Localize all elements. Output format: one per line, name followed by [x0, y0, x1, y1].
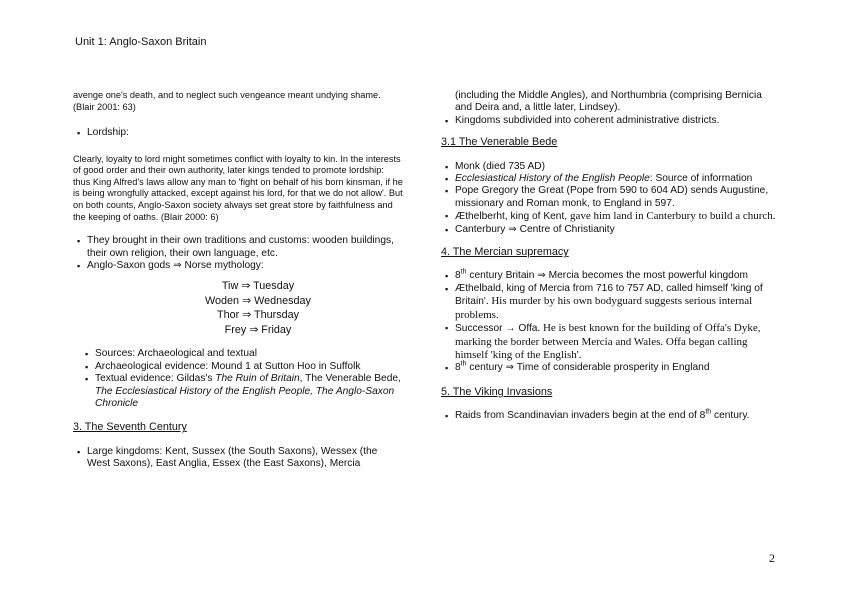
left-column — [73, 90, 403, 471]
offa-serif: . He is best known for the building of Offa's Dyke, marking the border between Mercia and Wales. Offa began calling himself 'king of the English'. — [455, 322, 761, 361]
aethelbald-serif: . His murder by his own bodyguard suggests serious internal problems. — [455, 295, 753, 321]
list-item-gregory: ▪ Pope Gregory the Great (Pope from 590 to 604 AD) sends Augustine, missionary and Roman monk, to England in 597. — [441, 185, 781, 210]
aethelbald-sans: Æthelbald, king of Mercia from 716 to 757 AD, called himself 'king of Britain' — [455, 282, 763, 308]
list-item-aethelberht — [441, 210, 781, 223]
section-heading-viking: 5. The Viking Invasions — [441, 385, 553, 398]
prosperity-rest: century ⇒ Time of considerable prosperity in England — [466, 362, 710, 374]
lordship-list — [73, 127, 403, 139]
mercian-list — [441, 270, 781, 374]
god-thor: Thor ⇒ Thursday — [216, 309, 300, 322]
section-heading-bede: 3.1 The Venerable Bede — [441, 136, 558, 149]
ecclesiastical-rest: : Source of information — [649, 173, 753, 185]
customs-list — [73, 235, 403, 272]
sources-list — [73, 348, 403, 410]
aethelberht-sans: Æthelberht, king of Kent, — [455, 211, 570, 223]
subdivision-list — [441, 115, 781, 127]
weekday-gods — [73, 279, 443, 337]
list-item-8th-century — [441, 270, 781, 282]
offa-sans: Successor → Offa — [455, 323, 538, 335]
list-item-subdivided: ▪ Kingdoms subdivided into coherent administrative districts. — [441, 115, 781, 127]
kingdoms-list — [73, 446, 403, 471]
list-item-canterbury: ▪ Canterbury ⇒ Centre of Christianity — [441, 224, 781, 236]
raids-end: century. — [711, 410, 750, 422]
textual-prefix: Textual evidence: Gildas's — [95, 373, 216, 385]
right-column — [441, 90, 781, 423]
raids-text: Raids from Scandinavian invaders begin at the end of 8 — [455, 410, 706, 422]
bede-list — [441, 161, 781, 236]
list-item-textual — [81, 373, 403, 410]
page-number: 2 — [769, 551, 775, 565]
god-tiw: Tiw ⇒ Tuesday — [221, 280, 295, 293]
quote-blair-2000: Clearly, loyalty to lord might sometimes conflict with loyalty to kin. In the interests of good order and their own authority, later kings tended to promote lordship: thus King Alfred's laws allow any man to 'fight on behalf of his born kinsman, if he is being wrongfully attacked, except against his lord, for that we do not allow'. But on both counts, Anglo-Saxon society always set great store by faithfulness and the keeping of oaths. (Blair 2000: 6) — [73, 153, 403, 222]
raids-suffix: th — [705, 408, 712, 416]
list-item-ecclesiastical — [441, 173, 781, 185]
list-item-traditions: ▪ They brought in their own traditions and customs: wooden buildings, their own religion, their own language, etc. — [73, 235, 403, 260]
prosperity-suffix: th — [460, 360, 467, 368]
prosperity-number: 8 — [455, 362, 461, 374]
list-item-raids — [441, 410, 781, 422]
ruin-of-britain-title: The Ruin of Britain — [215, 373, 300, 385]
list-item-sources: ▪ Sources: Archaeological and textual — [81, 348, 403, 360]
list-item-offa — [441, 322, 781, 362]
list-item-lordship: ▪ Lordship: — [73, 127, 403, 139]
god-frey: Frey ⇒ Friday — [224, 323, 292, 336]
section-heading-seventh-century: 3. The Seventh Century — [73, 421, 187, 434]
kingdoms-continued: (including the Middle Angles), and Northumbria (comprising Bernicia and Deira and, a little later, Lindsey). — [455, 90, 762, 114]
textual-titles: The Ecclesiastical History of the English People, The Anglo-Saxon Chronicle — [95, 385, 395, 409]
textual-middle: , The Venerable Bede, — [299, 373, 401, 385]
viking-list — [441, 410, 781, 422]
century-suffix: th — [460, 269, 467, 277]
century-rest: century Britain ⇒ Mercia becomes the most powerful kingdom — [466, 270, 748, 282]
aethelberht-serif: gave him land in Canterbury to build a church. — [569, 210, 776, 223]
list-item-prosperity — [441, 362, 781, 374]
section-heading-mercian: 4. The Mercian supremacy — [441, 246, 569, 259]
list-item-gods: ▪ Anglo-Saxon gods ⇒ Norse mythology: — [73, 260, 403, 272]
god-woden: Woden ⇒ Wednesday — [205, 294, 311, 307]
list-item-large-kingdoms: ▪ Large kingdoms: Kent, Sussex (the South Saxons), Wessex (the West Saxons), East Anglia, Essex (the East Saxons), Mercia — [73, 446, 403, 471]
list-item-aethelbald — [441, 283, 781, 322]
list-item-monk: ▪ Monk (died 735 AD) — [441, 161, 781, 173]
list-item-archaeological: ▪ Archaeological evidence: Mound 1 at Sutton Hoo in Suffolk — [81, 361, 403, 373]
century-number: 8 — [455, 270, 461, 282]
ecclesiastical-title: Ecclesiastical History of the English People — [455, 173, 650, 185]
quote-blair-2001: avenge one's death, and to neglect such vengeance meant undying shame. (Blair 2001: 63) — [73, 90, 381, 112]
running-header: Unit 1: Anglo-Saxon Britain — [75, 36, 207, 48]
